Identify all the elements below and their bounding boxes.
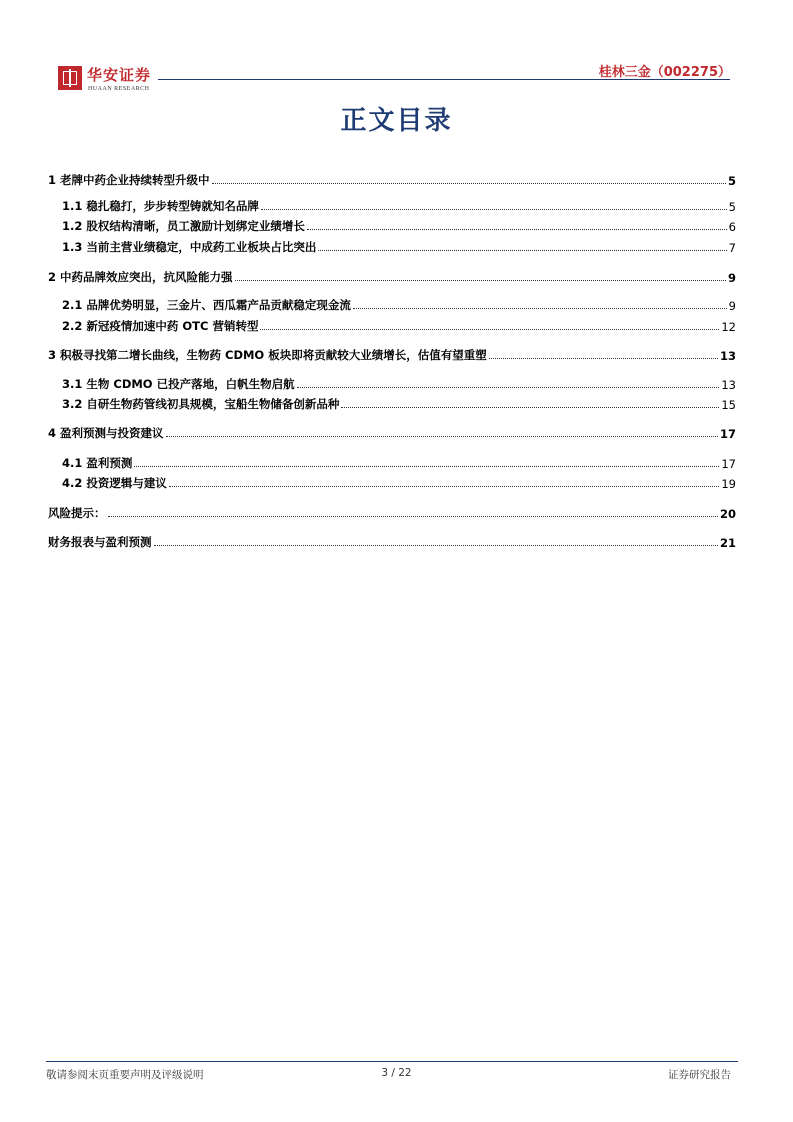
toc-entry-page: 12 <box>721 320 736 334</box>
toc-entry[interactable] <box>48 170 736 188</box>
toc-leader-dots <box>169 485 719 487</box>
report-type: 证券研究报告 <box>668 1069 731 1081</box>
toc-leader-dots <box>154 544 718 546</box>
toc-entry-label: 3 积极寻找第二增长曲线，生物药 CDMO 板块即将贡献较大业绩增长，估值有望重塑 <box>48 348 487 362</box>
toc-leader-dots <box>297 386 720 388</box>
toc-entry[interactable] <box>48 473 736 491</box>
toc-leader-dots <box>134 465 719 467</box>
toc-entry-label: 2 中药品牌效应突出，抗风险能力强 <box>48 270 233 284</box>
toc-entry-page: 13 <box>719 349 736 363</box>
page-indicator: 3 / 22 <box>381 1067 412 1079</box>
toc-entry-page: 15 <box>721 398 736 412</box>
toc-entry-label: 风险提示： <box>48 506 106 520</box>
toc-entry-label: 2.1 品牌优势明显，三金片、西瓜霜产品贡献稳定现金流 <box>62 298 351 312</box>
brand-name-cn: 华安证券 <box>87 66 152 84</box>
toc-entry-label: 4.2 投资逻辑与建议 <box>62 476 167 490</box>
toc-entry[interactable] <box>48 216 736 234</box>
toc-entry-label: 1.1 稳扎稳打，步步转型铸就知名品牌 <box>62 199 259 213</box>
toc-leader-dots <box>108 515 718 517</box>
toc-entry-label: 1.3 当前主营业绩稳定，中成药工业板块占比突出 <box>62 240 317 254</box>
toc-entry[interactable] <box>48 237 736 255</box>
toc-entry-label: 3.1 生物 CDMO 已投产落地，白帆生物启航 <box>62 377 295 391</box>
toc-entry-label: 4.1 盈利预测 <box>62 456 133 470</box>
toc-leader-dots <box>166 435 718 437</box>
toc-entry-page: 13 <box>721 378 736 392</box>
toc-leader-dots <box>318 249 726 251</box>
toc-entry-page: 5 <box>728 200 736 214</box>
toc-entry-page: 5 <box>727 174 736 188</box>
toc-entry-label: 2.2 新冠疫情加速中药 OTC 营销转型 <box>62 319 259 333</box>
toc-entry[interactable] <box>48 532 736 550</box>
toc-leader-dots <box>260 328 719 330</box>
toc-entry-page: 6 <box>728 220 736 234</box>
company-ticker: 桂林三金（002275） <box>598 65 731 80</box>
page-header <box>0 0 793 100</box>
toc-entry[interactable] <box>48 423 736 441</box>
footer-disclaimer: 敬请参阅末页重要声明及评级说明 <box>46 1069 204 1081</box>
toc-leader-dots <box>341 406 719 408</box>
toc-entry-page: 17 <box>721 457 736 471</box>
toc-entry-label: 1 老牌中药企业持续转型升级中 <box>48 173 210 187</box>
toc-entry[interactable] <box>48 345 736 363</box>
huaan-logo-icon <box>58 66 82 90</box>
toc-entry-page: 20 <box>719 507 736 521</box>
toc-entry[interactable] <box>48 267 736 285</box>
toc-leader-dots <box>489 357 718 359</box>
toc-leader-dots <box>235 279 726 281</box>
toc-entry-label: 3.2 自研生物药管线初具规模，宝船生物储备创新品种 <box>62 397 340 411</box>
toc-entry[interactable] <box>48 196 736 214</box>
toc-entry-page: 19 <box>721 477 736 491</box>
toc-entry-label: 1.2 股权结构清晰，员工激励计划绑定业绩增长 <box>62 219 305 233</box>
page-title: 正文目录 <box>340 106 453 136</box>
toc-entry[interactable] <box>48 453 736 471</box>
toc-entry[interactable] <box>48 374 736 392</box>
footer-divider <box>46 1061 738 1062</box>
toc-entry[interactable] <box>48 316 736 334</box>
toc-entry-label: 财务报表与盈利预测 <box>48 535 152 549</box>
toc-leader-dots <box>307 228 727 230</box>
toc-entry[interactable] <box>48 394 736 412</box>
toc-leader-dots <box>353 307 727 309</box>
toc-entry-page: 17 <box>719 427 736 441</box>
toc-entry-page: 9 <box>728 299 736 313</box>
toc-entry-page: 7 <box>728 241 736 255</box>
toc-entry[interactable] <box>48 295 736 313</box>
toc-entry-page: 21 <box>719 536 736 550</box>
toc-entry-page: 9 <box>727 271 736 285</box>
toc-leader-dots <box>212 182 726 184</box>
brand-name-en: HUAAN RESEARCH <box>88 86 150 92</box>
toc-entry[interactable] <box>48 503 736 521</box>
toc-entry-label: 4 盈利预测与投资建议 <box>48 426 164 440</box>
toc-leader-dots <box>261 208 727 210</box>
